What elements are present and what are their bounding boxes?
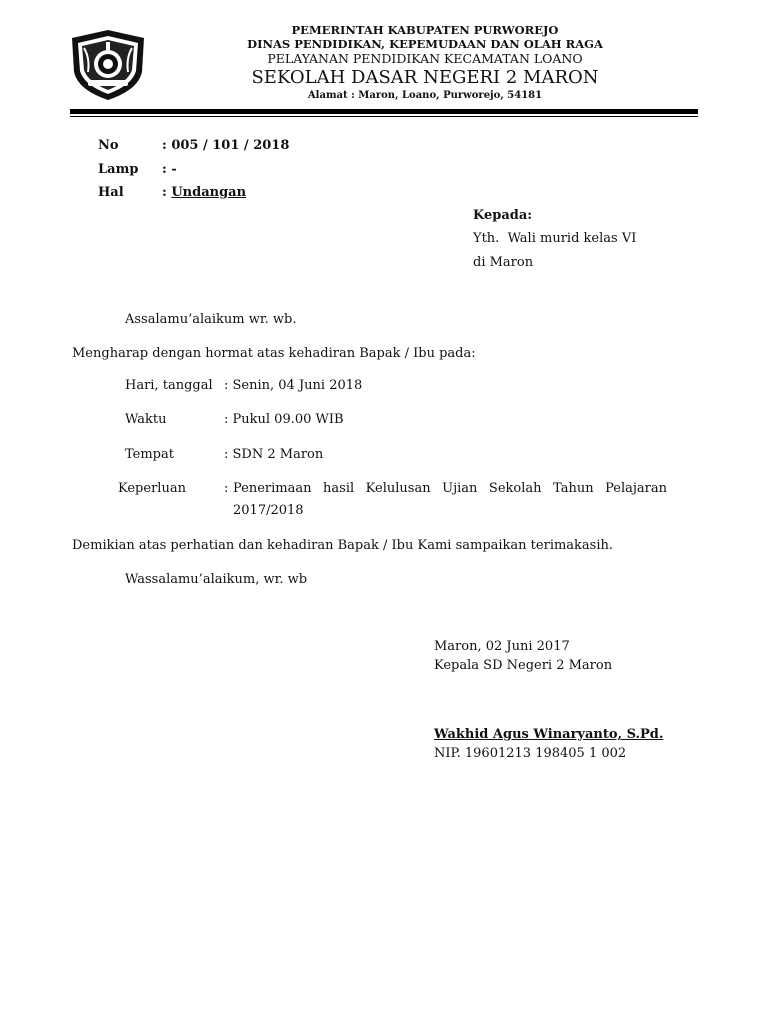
farewell: Wassalamu’alaikum, wr. wb [125,572,308,587]
regency-crest-icon [66,28,150,102]
intro-text: Mengharap dengan hormat atas kehadiran Bapak / Ibu pada: [72,346,476,361]
detail-value-date: : Senin, 04 Juni 2018 [224,378,363,393]
signature-place-date: Maron, 02 Juni 2017 [434,639,570,654]
hal-value: Undangan [171,185,247,200]
signature-nip: NIP. 19601213 198405 1 002 [434,746,627,761]
detail-value-purpose-line1: Penerimaan hasil Kelulusan Ujian Sekolah Tahun Pelajaran [233,481,667,496]
kepada-label: Kepada: [473,208,533,223]
letterhead-line-2: DINAS PENDIDIKAN, KEPEMUDAAN DAN OLAH RAGA [247,37,603,51]
signature-position: Kepala SD Negeri 2 Maron [434,658,613,673]
letterhead-divider-thick [70,109,698,114]
detail-label-place: Tempat [125,447,174,462]
hal-label: Hal [98,185,124,200]
detail-label-date: Hari, tanggal [125,378,213,393]
detail-label-purpose: Keperluan [118,481,186,496]
lamp-value: : - [162,162,177,177]
letterhead-line-1: PEMERINTAH KABUPATEN PURWOREJO [291,23,559,37]
recipient-place: di Maron [473,255,534,270]
detail-value-purpose-line2: 2017/2018 [233,503,304,518]
detail-label-time: Waktu [125,412,167,427]
school-address: Alamat : Maron, Loano, Purworejo, 54181 [307,90,543,101]
hal-colon: : [162,185,172,200]
letterhead-divider-thin [70,116,698,117]
lamp-label: Lamp [98,162,139,177]
recipient-yth: Yth. Wali murid kelas VI [473,231,637,246]
detail-value-place: : SDN 2 Maron [224,447,324,462]
signature-name: Wakhid Agus Winaryanto, S.Pd. [434,727,664,742]
no-value: : 005 / 101 / 2018 [162,138,290,153]
detail-colon-purpose: : [224,481,229,496]
hal-field [162,185,246,200]
greeting: Assalamu’alaikum wr. wb. [125,312,297,327]
closing-text: Demikian atas perhatian dan kehadiran Bapak / Ibu Kami sampaikan terimakasih. [72,538,614,553]
no-label: No [98,138,119,153]
letterhead-line-3: PELAYANAN PENDIDIKAN KECAMATAN LOANO [267,51,583,66]
school-name: SEKOLAH DASAR NEGERI 2 MARON [251,67,599,88]
detail-value-time: : Pukul 09.00 WIB [224,412,344,427]
